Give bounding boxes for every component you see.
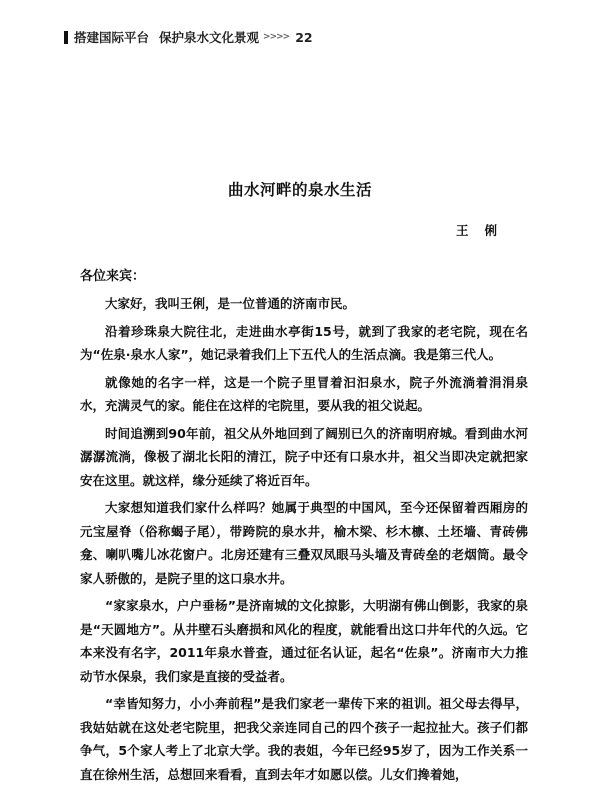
article-author: 王俐 <box>456 223 514 238</box>
paragraph: “幸皆知努力，小小奔前程”是我们家老一辈传下来的祖训。祖父母去得早，我姑姑就在这处老宅院里，把我父亲连同自己的四个孩子一起拉扯大。孩子们都争气，5个家人考上了北京大学。我的表姐，今年已经95岁了，因为工作关系一直在徐州生活，总想回来看看，直到去年才如愿以偿。儿女们搀着她， <box>80 696 528 782</box>
paragraph: 大家想知道我们家什么样吗？她属于典型的中国风，至今还保留着西厢房的元宝屋脊（俗称蝎子尾），带跨院的泉水井，榆木梁、杉木檩、土坯墙、青砖佛龛、喇叭嘴儿冰花窗户。北房还建有三叠双凤眼马头墙及青砖垒的老烟筒。最令家人骄傲的，是院子里的这口泉水井。 <box>80 500 528 586</box>
greeting: 各位来宾： <box>80 269 146 284</box>
paragraph: 沿着珍珠泉大院往北，走进曲水亭街15号，就到了我家的老宅院，现在名为“佐泉·泉水人家”，她记录着我们上下五代人的生活点滴。我是第三代人。 <box>80 323 528 362</box>
paragraph: 大家好，我叫王俐，是一位普通的济南市民。 <box>105 296 356 311</box>
header-platform: 搭建国际平台 <box>74 30 150 45</box>
page-number: 22 <box>295 29 313 45</box>
paragraph: 就像她的名字一样，这是一个院子里冒着汩汩泉水，院子外流淌着涓涓泉水，充满灵气的家。能住在这样的宅院里，要从我的祖父说起。 <box>80 374 528 413</box>
article-body <box>80 292 528 790</box>
paragraph: “家家泉水，户户垂杨”是济南城的文化掠影，大明湖有佛山倒影，我家的泉是“天圆地方”。从井壁石头磨损和风化的程度，就能看出这口井年代的久远。它本来没有名字，2011年泉水普查，通过征名认证，起名“佐泉”。济南市大力推动节水保泉，我们家是直接的受益者。 <box>80 598 528 684</box>
header-arrows: >>>> <box>263 32 290 42</box>
header-series: 保护泉水文化景观 <box>159 30 260 45</box>
header-marker-bar <box>64 31 68 44</box>
article-title: 曲水河畔的泉水生活 <box>227 181 372 199</box>
running-header <box>64 28 313 46</box>
paragraph: 时间追溯到90年前，祖父从外地回到了阔别已久的济南明府城。看到曲水河潺潺流淌，像极了湖北长阳的清江，院子中还有口泉水井，祖父当即决定就把家安在这里。就这样，缘分延续了将近百年。 <box>80 425 528 488</box>
